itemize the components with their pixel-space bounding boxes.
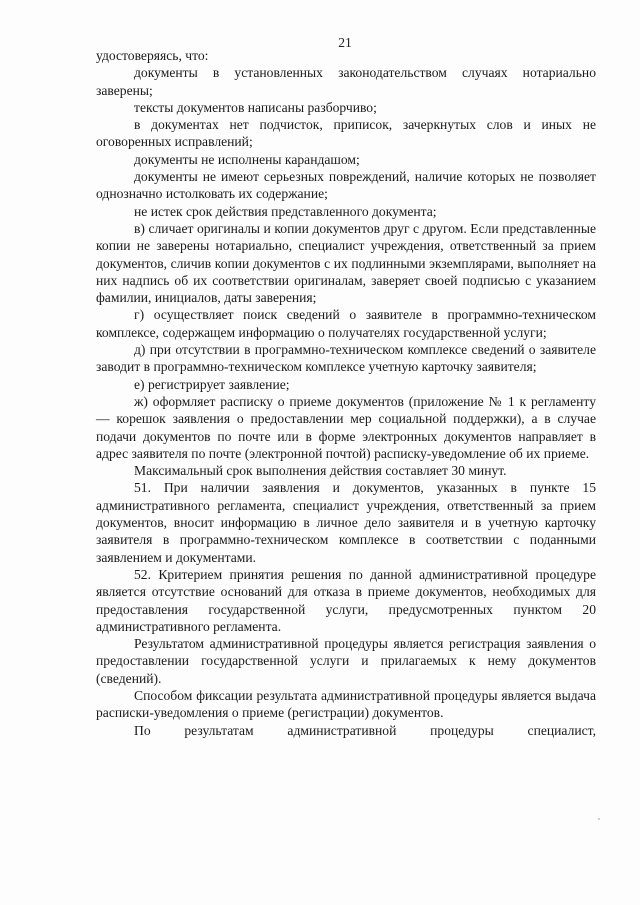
paragraph-item-g: г) осуществляет поиск сведений о заявителе в программно-техническом комплексе, содержащем информацию о получателях государственной услуги; (96, 307, 596, 340)
paragraph-intro: удостоверяясь, что: (96, 48, 209, 63)
list-item-no-corrections: в документах нет подчисток, приписок, зачеркнутых слов и иных не оговоренных исправлений; (96, 117, 596, 150)
paragraph-item-v: в) сличает оригиналы и копии документов друг с другом. Если представленные копии не заверены нотариально, специалист учреждения, ответственный за прием документов, сличив копии документов с их подлинными экземплярами, выполняет на них надпись об их соответствии оригиналам, заверяет своей подписью с указанием фамилии, инициалов, даты заверения; (96, 220, 596, 306)
paragraph-item-e: е) регистрирует заявление; (134, 376, 290, 392)
list-item-no-damage: документы не имеют серьезных повреждений, наличие которых не позволяет однозначно истолковать их содержание; (96, 169, 596, 202)
paragraph-52: 52. Критерием принятия решения по данной административной процедуре является отсутствие оснований для отказа в приеме документов, необходимых для предоставления государственной услуги, предусмотренных пунктом 20 административного регламента. (96, 566, 596, 634)
page-number: 21 (338, 35, 352, 50)
paragraph-51: 51. При наличии заявления и документов, указанных в пункте 15 административного регламента, специалист учреждения, ответственный за прием документов, вносит информацию в личное дело заявителя и в учетную карточку заявителя в программно-техническом комплексе в соответствии с поданными заявлением и документами. (96, 480, 596, 565)
list-item-not-expired: не истек срок действия представленного документа; (134, 203, 437, 219)
paragraph-item-d: д) при отсутствии в программно-техническом комплексе сведений о заявителе заводит в программно-техническом комплексе учетную карточку заявителя; (96, 342, 596, 375)
list-item-notarized: документы в установленных законодательством случаях нотариально заверены; (96, 65, 596, 98)
paragraph-fixation: Способом фиксации результата административной процедуры является выдача расписки-уведомления о приеме (регистрации) документов. (96, 687, 596, 721)
paragraph-continuation: По результатам административной процедуры специалист, (134, 722, 596, 738)
document-body (96, 47, 596, 739)
paragraph-item-zh: ж) оформляет расписку о приеме документов (приложение № 1 к регламенту — корешок заявления о предоставлении мер социальной поддержки), а в случае подачи документов по почте или в форме электронных документов направляет в адрес заявителя по почте (электронной почтой) расписку-уведомление об их приеме. (96, 393, 596, 461)
list-item-legible: тексты документов написаны разборчиво; (134, 99, 377, 115)
paragraph-result: Результатом административной процедуры является регистрация заявления о предоставлении государственной услуги и прилагаемых к нему документов (сведений). (96, 636, 596, 686)
paragraph-max-time: Максимальный срок выполнения действия составляет 30 минут. (134, 463, 507, 479)
list-item-not-pencil: документы не исполнены карандашом; (134, 151, 360, 167)
scan-speck (598, 818, 600, 820)
